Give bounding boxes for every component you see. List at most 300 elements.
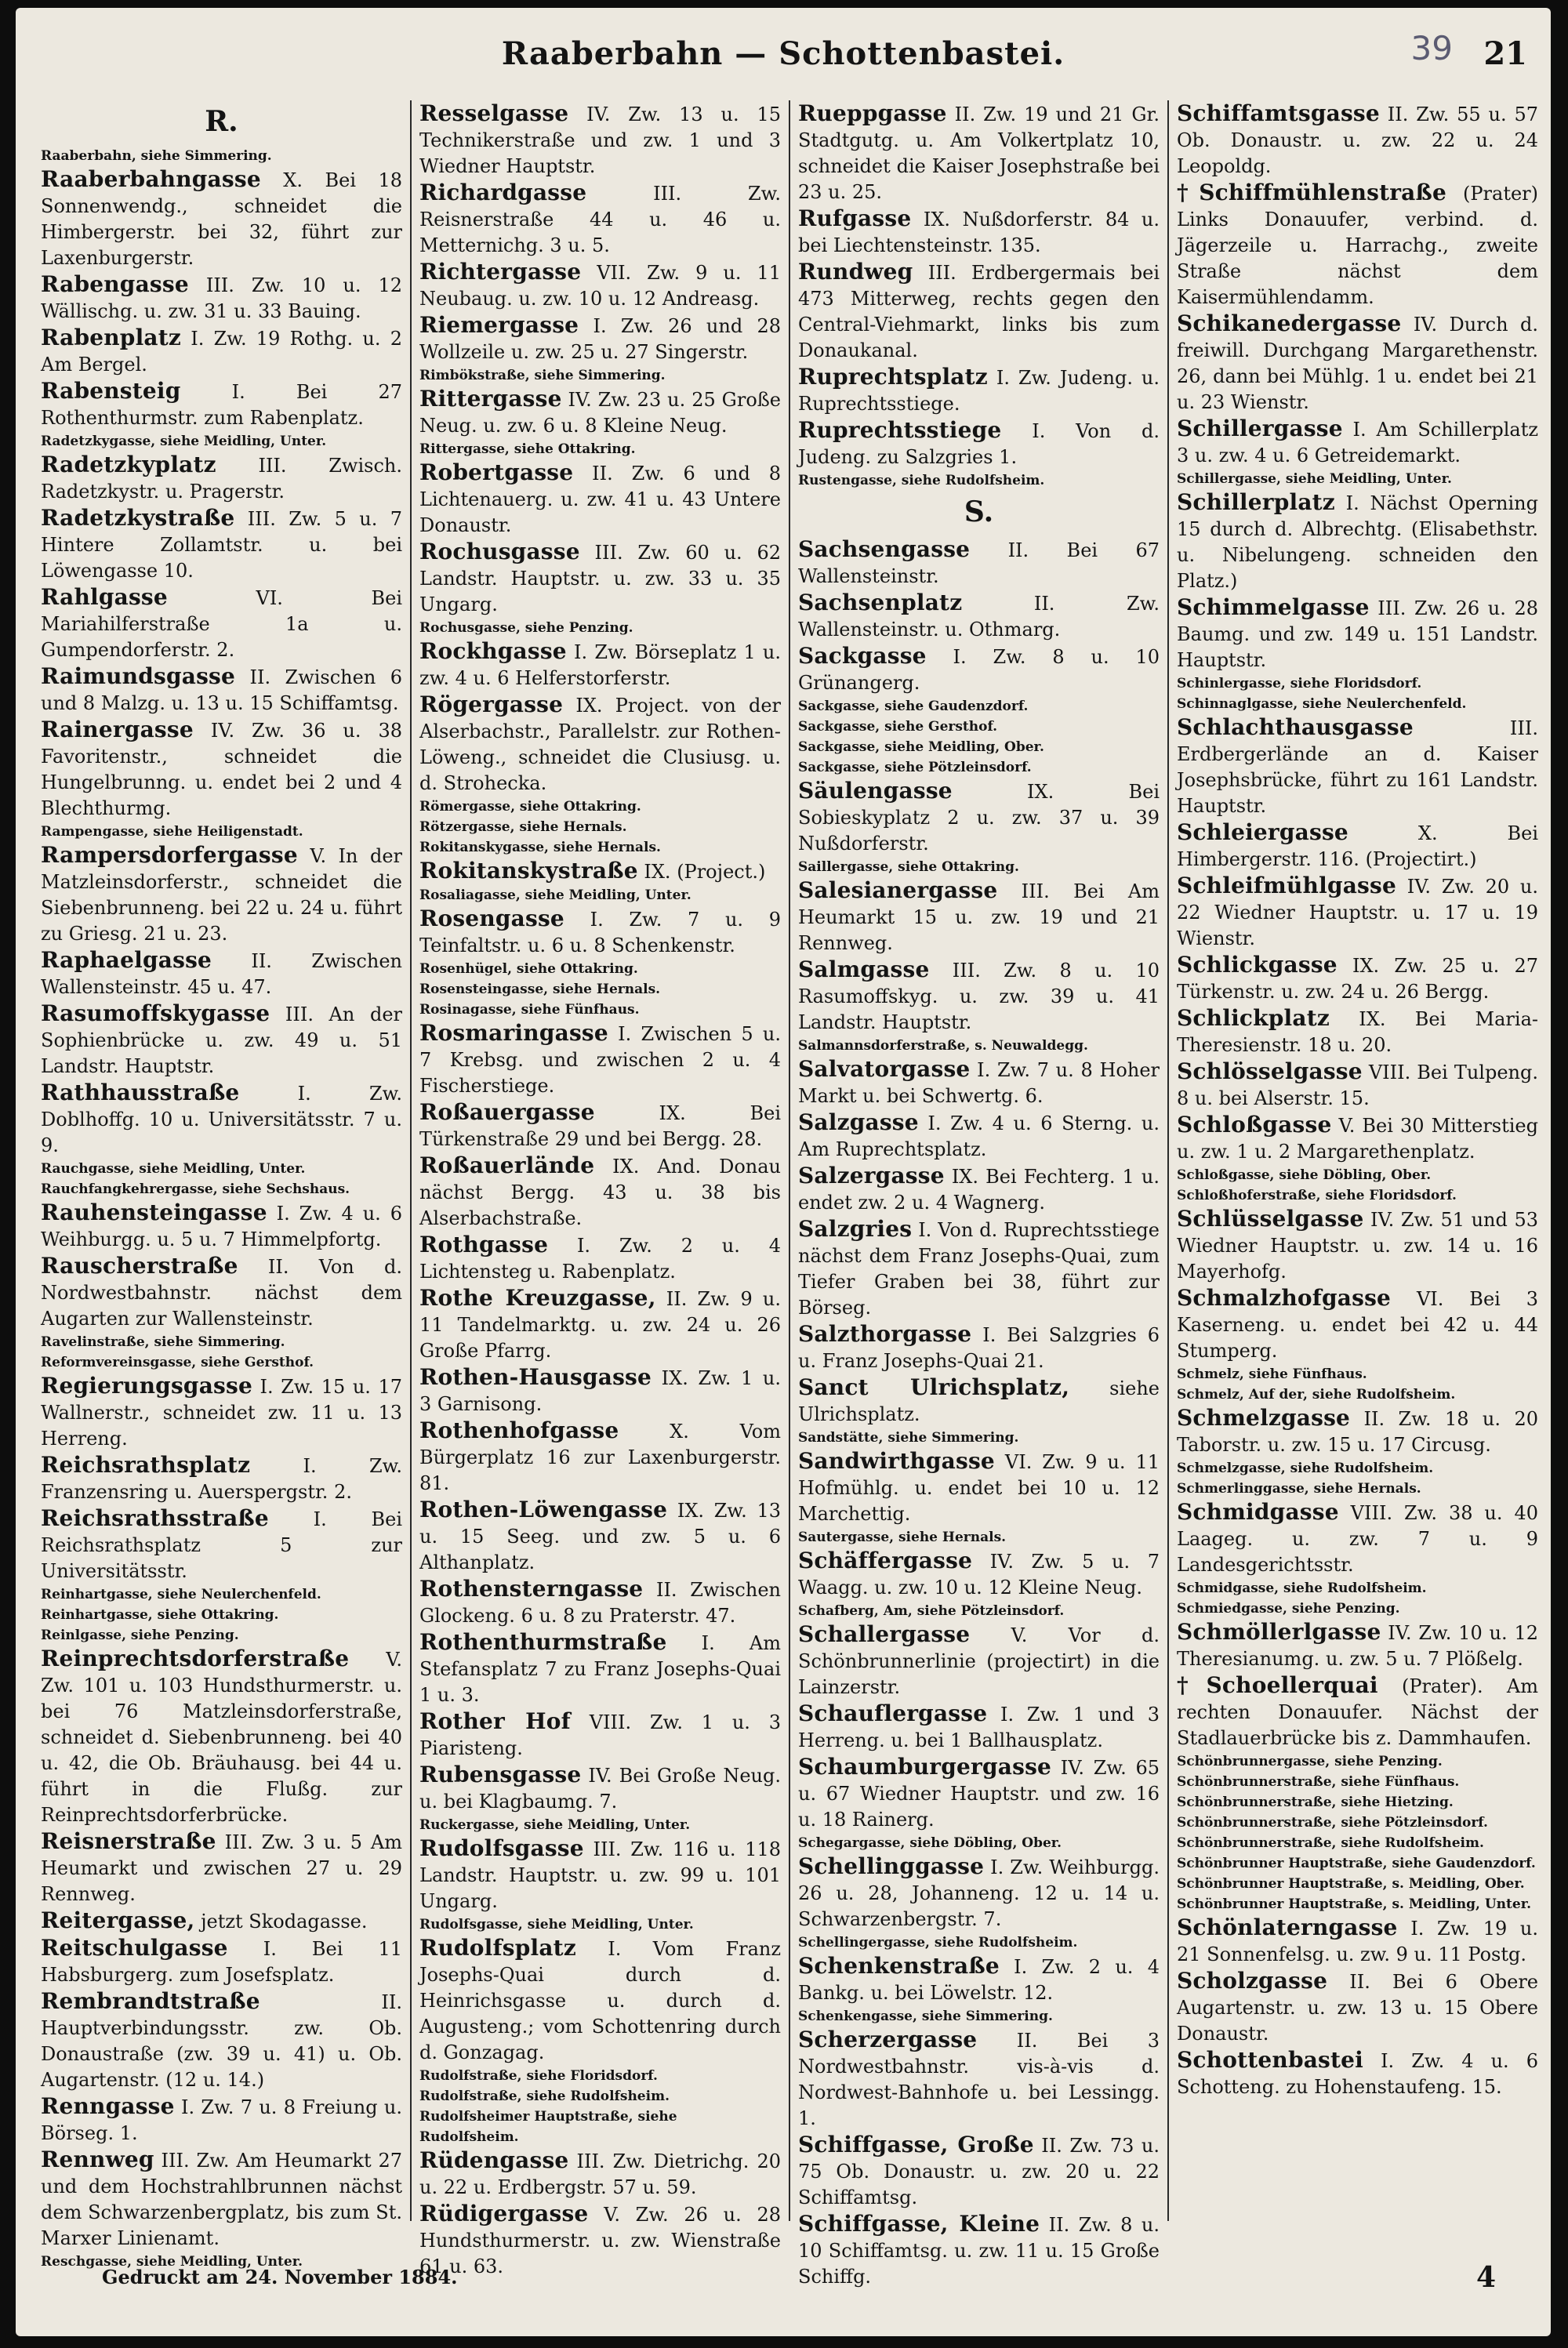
street-name: Rosaliagasse, [419, 887, 521, 903]
street-name: Schillergasse [1177, 416, 1343, 441]
cross-reference-entry [798, 717, 1160, 737]
street-name: Sautergasse, [798, 1530, 895, 1545]
street-description: siehe Ottakring. [152, 1607, 279, 1623]
cross-reference-entry [798, 470, 1160, 491]
cross-reference-entry [798, 1036, 1160, 1056]
street-name: Rothe Kreuzgasse, [419, 1285, 656, 1311]
street-description: siehe Rudolfsheim. [419, 2109, 677, 2145]
street-description: siehe Meidling, Ober. [880, 739, 1044, 755]
street-description: III. Zw. Am Heumarkt 27 und dem Hochstrahlbrunnen nächst dem Schwarzenbergplatz, bis zum St. Marxer Linienamt. [41, 2150, 402, 2249]
cross-reference-entry [1177, 1833, 1538, 1853]
street-name: Sanct Ulrichsplatz, [798, 1374, 1070, 1400]
street-entry [419, 1935, 781, 2066]
cross-reference-entry [41, 822, 402, 842]
street-entry [41, 663, 402, 717]
cross-reference-entry [1177, 1384, 1538, 1405]
cross-reference-entry [41, 1159, 402, 1179]
street-name: Scherzergasse [798, 2027, 978, 2052]
street-entry [798, 1056, 1160, 1109]
street-name: Schiffamtsgasse [1177, 100, 1380, 126]
street-description: siehe Meidling, Unter. [132, 2254, 303, 2270]
street-entry [41, 2147, 402, 2252]
street-name: Rokitanskygasse, [419, 840, 549, 855]
street-entry [419, 1152, 781, 1232]
street-entry [419, 259, 781, 312]
street-entry [419, 638, 781, 691]
cross-reference-entry [419, 1000, 781, 1020]
street-description: II. Zw. 73 u. 75 Ob. Donaustr. u. zw. 20 u. 22 Schiffamtsg. [798, 2135, 1160, 2208]
street-name: Salesianergasse [798, 877, 998, 903]
street-name: Rudolfsgasse [419, 1835, 584, 1861]
cross-reference-entry [1177, 469, 1538, 489]
street-description: III. Zw. 3 u. 5 Am Heumarkt und zwischen 27 u. 29 Rennweg. [41, 1831, 402, 1905]
street-name: Schönbrunnergasse, [1177, 1754, 1330, 1769]
street-description: IX. Bei Türkenstraße 29 und bei Bergg. 28. [419, 1102, 781, 1150]
street-name: Rokitanskystraße [419, 858, 638, 884]
street-description: III. Zwisch. Radetzkystr. u. Pragerstr. [41, 455, 402, 503]
street-name: Schleifmühlgasse [1177, 873, 1397, 898]
street-name: Rahlgasse [41, 584, 168, 610]
cross-reference-entry [798, 1527, 1160, 1548]
street-description: I. Bei Salzgries 6 u. Franz Josephs-Quai 21. [798, 1324, 1160, 1372]
street-description: VI. Bei Mariahilferstraße 1a u. Gumpendorferstr. 2. [41, 587, 402, 661]
street-entry [798, 2132, 1160, 2211]
cross-reference-entry [798, 757, 1160, 778]
street-name: Rothen-Hausgasse [419, 1364, 652, 1390]
street-name: Rabensteig [41, 378, 181, 404]
street-entry [798, 1621, 1160, 1700]
street-name: Raaberbahn, [41, 148, 136, 164]
street-description: IV. Zw. 10 u. 12 Theresianumg. u. zw. 5 u. 7 Plößelg. [1177, 1622, 1538, 1670]
cross-reference-entry [1177, 1479, 1538, 1499]
street-name: Rosengasse [419, 905, 564, 931]
cross-reference-entry [41, 1179, 402, 1199]
cross-reference-entry [798, 2006, 1160, 2027]
street-entry [1177, 1968, 1538, 2047]
cross-reference-entry [1177, 1853, 1538, 1874]
street-description: siehe Ottakring. [512, 961, 638, 977]
street-entry [798, 1163, 1160, 1216]
street-description: III. Zw. 60 u. 62 Landstr. Hauptstr. u. zw. 33 u. 35 Ungarg. [419, 542, 781, 615]
street-name: Sackgasse [798, 643, 927, 669]
street-entry [419, 1835, 781, 1914]
street-description: II. Zw. 6 und 8 Lichtenauerg. u. zw. 41 u. 43 Untere Donaustr. [419, 463, 781, 536]
street-entry [41, 1505, 402, 1584]
street-description: s. Meidling, Ober. [1387, 1876, 1525, 1892]
street-description: I. Zw. 7 u. 8 Freiung u. Börseg. 1. [41, 2096, 402, 2144]
street-name: Schallergasse [798, 1621, 971, 1647]
print-date-note: Gedruckt am 24. November 1884. [102, 2266, 458, 2288]
street-entry [419, 905, 781, 959]
street-description: siehe Fünfhaus. [516, 1002, 640, 1018]
street-description: siehe Hernals. [548, 840, 661, 855]
street-entry [41, 1080, 402, 1159]
street-entry [419, 1020, 781, 1099]
street-name: Rittergasse [419, 386, 562, 412]
street-name: Schäffergasse [798, 1548, 973, 1573]
street-entry [798, 956, 1160, 1036]
street-description: III. Zw. 8 u. 10 Rasumoffskyg. u. zw. 39 u. 41 Landstr. Hauptstr. [798, 960, 1160, 1033]
street-description: I. Am Stefansplatz 7 zu Franz Josephs-Quai 1 u. 3. [419, 1632, 781, 1706]
street-description: II. Hauptverbindungsstr. zw. Ob. Donaustraße (zw. 39 u. 41) u. Ob. Augartenstr. (12 u. 14.) [41, 1991, 402, 2091]
street-description: siehe Simmering. [136, 148, 272, 164]
street-name: Rauchfangkehrergasse, [41, 1181, 218, 1197]
cross-reference-entry [41, 1352, 402, 1373]
street-description: siehe Ottakring. [893, 859, 1019, 875]
street-name: Rosmaringasse [419, 1020, 608, 1046]
street-description: siehe Pötzleinsdorf. [1336, 1815, 1488, 1831]
street-description: I. Zw. 4 u. 6 Sterng. u. Am Ruprechtsplatz. [798, 1112, 1160, 1160]
street-name: Reformvereinsgasse, [41, 1355, 197, 1370]
street-description: IX. Zw. 25 u. 27 Türkenstr. u. zw. 24 u. 26 Bergg. [1177, 955, 1538, 1003]
page-header [39, 29, 1527, 82]
street-description: siehe Penzing. [126, 1628, 239, 1643]
street-name: Ruckergasse, [419, 1817, 520, 1833]
cross-reference-entry [798, 737, 1160, 757]
street-entry [1177, 1914, 1538, 1968]
street-description: III. Erdbergerlände an d. Kaiser Josephsbrücke, führt zu 161 Landstr. Hauptstr. [1177, 717, 1538, 817]
cross-reference-entry [1177, 694, 1538, 714]
street-name: Rasumoffskygasse [41, 1000, 270, 1026]
street-description: IV. Zw. 36 u. 38 Favoritenstr., schneidet die Hungelbrunng. u. endet bei 2 und 4 Blechthurmg. [41, 720, 402, 819]
street-entry [1177, 1619, 1538, 1672]
street-description: IV. Zw. 5 u. 7 Waagg. u. zw. 10 u. 12 Kleine Neug. [798, 1551, 1160, 1599]
cross-reference-entry [798, 1601, 1160, 1621]
street-description: V. Zw. 101 u. 103 Hundsthurmerstr. u. bei 76 Matzleinsdorferstraße, schneidet d. Siebenbrunneng. bei 40 u. 42, die Ob. Bräuhausg. bei 44 u. führt in die Flußg. zur Reinprechtsdorferbrücke. [41, 1649, 402, 1826]
street-description: IV. Zw. 13 u. 15 Technikerstraße und zw. 1 und 3 Wiedner Hauptstr. [419, 103, 781, 177]
street-description: s. Meidling, Unter. [1387, 1896, 1532, 1912]
street-name: Saillergasse, [798, 859, 894, 875]
street-name: Schillerplatz [1177, 489, 1335, 515]
street-description: siehe Pötzleinsdorf. [880, 760, 1032, 775]
cross-reference-entry [1177, 1364, 1538, 1384]
cross-reference-entry [798, 1932, 1160, 1953]
street-description: siehe Meidling, Unter. [519, 1817, 691, 1833]
street-name: Raaberbahngasse [41, 166, 261, 192]
street-description: II. Zwischen 6 und 8 Malzg. u. 13 u. 15 Schiffamtsg. [41, 666, 402, 714]
section-letter: S. [964, 495, 994, 528]
street-description: III. Zw. Reisnerstraße 44 u. 46 u. Metternichg. 3 u. 5. [419, 183, 781, 256]
cross-reference-entry [419, 2107, 781, 2147]
street-description: III. Zw. 10 u. 12 Wällischg. u. zw. 31 u. 33 Bauing. [41, 274, 402, 322]
street-entry [798, 1109, 1160, 1163]
street-name: Schinlergasse, [1177, 676, 1286, 691]
street-name: Sackgasse, [798, 699, 880, 714]
street-name: Rueppgasse [798, 100, 947, 126]
street-description: IX. Bei Fechterg. 1 u. endet zw. 2 u. 4 Wagnerg. [798, 1166, 1160, 1214]
street-description: I. Nächst Operning 15 durch d. Albrechtg. (Elisabethstr. u. Nibelungeng. schneiden den Platz.) [1177, 492, 1538, 592]
street-name: Schönbrunnerstraße, [1177, 1774, 1337, 1790]
street-name: Rundweg [798, 259, 913, 285]
cross-reference-entry [419, 439, 781, 459]
street-name: Rothenhofgasse [419, 1417, 619, 1443]
street-name: Reitergasse, [41, 1907, 195, 1933]
street-description: III. Zw. 5 u. 7 Hintere Zollamtstr. u. bei Löwengasse 10. [41, 508, 402, 582]
street-description: I. Am Schillerplatz 3 u. zw. 4 u. 6 Getreidemarkt. [1177, 419, 1538, 466]
street-name: Reinprechtsdorferstraße [41, 1646, 350, 1671]
street-description: siehe Hernals. [514, 819, 627, 835]
street-description: siehe Meidling, Unter. [522, 1917, 694, 1932]
street-name: Schegargasse, [798, 1835, 906, 1851]
street-name: Rauscherstraße [41, 1253, 238, 1279]
street-entry [1177, 594, 1538, 673]
street-entry [798, 536, 1160, 590]
street-name: Schmöllerlgasse [1177, 1619, 1381, 1645]
street-name: Rathhausstraße [41, 1080, 240, 1105]
cross-reference-entry [798, 1833, 1160, 1853]
street-description: I. Zw. Doblhoffg. 10 u. Universitätsstr. 7 u. 9. [41, 1083, 402, 1156]
street-description: (Prater) Links Donauufer, verbind. d. Jägerzeile u. Harrachg., zweite Straße nächst dem Kaisermühlendamm. [1177, 183, 1538, 308]
cross-reference-entry [41, 431, 402, 452]
street-name: Säulengasse [798, 778, 953, 804]
street-description: I. Zw. 15 u. 17 Wallnerstr., schneidet zw. 11 u. 13 Herreng. [41, 1376, 402, 1450]
street-name: Richtergasse [419, 259, 582, 285]
street-description: siehe Ottakring. [515, 799, 641, 815]
street-entry [41, 1000, 402, 1080]
street-name: Römergasse, [419, 799, 516, 815]
street-entry [798, 1448, 1160, 1527]
street-description: I. Zw. Franzensring u. Auerspergstr. 2. [41, 1455, 402, 1503]
street-description: siehe Hernals. [548, 982, 661, 997]
street-description: X. Bei Himbergerstr. 116. (Projectirt.) [1177, 822, 1538, 870]
column-4 [1167, 100, 1546, 2221]
street-description: siehe Floridsdorf. [1320, 1188, 1457, 1203]
street-description: IX. And. Donau nächst Bergg. 43 u. 38 bis Alserbachstraße. [419, 1156, 781, 1229]
street-entry [41, 1828, 402, 1907]
street-description: IX. Project. von der Alserbachstr., Parallelstr. zur Rothen-Löweng., schneidet die Clusiusg. u. d. Strohecka. [419, 695, 781, 794]
street-entry [419, 2147, 781, 2201]
street-description: siehe Rudolfsheim. [1279, 1580, 1427, 1596]
street-description: siehe Rudolfsheim. [1336, 1835, 1484, 1851]
street-description: siehe Meidling, Unter. [134, 1161, 306, 1177]
street-name: Schlickgasse [1177, 952, 1338, 978]
street-name: Schönbrunnerstraße, [1177, 1835, 1337, 1851]
street-entry [798, 1853, 1160, 1932]
cross-reference-entry [798, 696, 1160, 717]
cross-reference-entry [419, 837, 781, 858]
street-entry [419, 312, 781, 365]
street-name: Rudolfsplatz [419, 1935, 576, 1961]
street-entry [798, 643, 1160, 696]
street-entry [1177, 1285, 1538, 1364]
street-description: II. Zw. 19 und 21 Gr. Stadtgutg. u. Am Volkertplatz 10, schneidet die Kaiser Josephstraße bei 23 u. 25. [798, 103, 1160, 203]
cross-reference-entry [419, 817, 781, 837]
street-description: siehe Meidling, Unter. [1280, 471, 1452, 487]
street-description: (Prater). Am rechten Donauufer. Nächst der Stadlauerbrücke bis z. Dammhaufen. [1177, 1675, 1538, 1749]
street-name: Raphaelgasse [41, 947, 212, 973]
street-name: Rüdigergasse [419, 2201, 589, 2226]
street-name: Rosensteingasse, [419, 982, 549, 997]
street-name: Rudolfstraße, [419, 2089, 522, 2104]
street-name: Reitschulgasse [41, 1935, 228, 1961]
street-name: Schleiergasse [1177, 819, 1348, 845]
street-name: Sachsenplatz [798, 590, 963, 615]
cross-reference-entry [419, 618, 781, 638]
street-description: siehe Gaudenzdorf. [1387, 1856, 1536, 1871]
street-description: siehe Hernals. [1308, 1481, 1421, 1497]
street-entry [41, 166, 402, 271]
street-description: II. Zw. 8 u. 10 Schiffamtsg. u. zw. 11 u. 15 Große Schiffg. [798, 2214, 1160, 2288]
street-name: Sandwirthgasse [798, 1448, 995, 1474]
street-entry [419, 1629, 781, 1708]
street-description: I. Zw. Weihburgg. 26 u. 28, Johanneng. 12 u. 14 u. Schwarzenbergstr. 7. [798, 1856, 1160, 1930]
street-name: Rochusgasse, [419, 620, 521, 636]
street-description: siehe Sechshaus. [217, 1181, 350, 1197]
street-name: Schönbrunnerstraße, [1177, 1815, 1337, 1831]
street-name: Renngasse [41, 2093, 175, 2119]
street-name: Schmidgasse, [1177, 1580, 1279, 1596]
street-description: siehe Ottakring. [509, 441, 636, 457]
street-description: II. Bei 67 Wallensteinstr. [798, 539, 1160, 587]
street-name: Reisnerstraße [41, 1828, 216, 1854]
street-description: II. Zw. 9 u. 11 Tandelmarktg. u. zw. 24 u. 26 Große Pfarrg. [419, 1288, 782, 1362]
street-description: IX. Nußdorferstr. 84 u. bei Liechtensteinstr. 135. [798, 209, 1160, 256]
street-entry [419, 1708, 781, 1762]
street-description: IV. Zw. 65 u. 67 Wiedner Hauptstr. und zw. 16 u. 18 Rainerg. [798, 1757, 1160, 1831]
street-description: IV. Bei Große Neug. u. bei Klagbaumg. 7. [419, 1765, 781, 1813]
street-description: V. Vor d. Schönbrunnerlinie (projectirt) in die Lainzerstr. [798, 1624, 1160, 1698]
street-entry [798, 259, 1160, 364]
street-name: Rötzergasse, [419, 819, 515, 835]
street-name: Rauhensteingasse [41, 1199, 267, 1225]
street-name: Schmalzhofgasse [1177, 1285, 1392, 1311]
street-description: siehe Neulerchenfeld. [1298, 696, 1467, 712]
street-entry [798, 778, 1160, 857]
street-name: Rosenhügel, [419, 961, 513, 977]
cross-reference-entry [1177, 1185, 1538, 1206]
street-entry [419, 1364, 781, 1417]
street-description: II. Zwischen Wallensteinstr. 45 u. 47. [41, 950, 402, 998]
street-entry [41, 584, 402, 663]
cross-reference-entry [419, 1914, 781, 1935]
street-name: Salmannsdorferstraße, [798, 1038, 971, 1054]
street-name: Rothen-Löwengasse [419, 1497, 668, 1522]
street-name: Reschgasse, [41, 2254, 132, 2270]
street-entry [41, 947, 402, 1000]
street-name: Schönbrunner Hauptstraße, [1177, 1896, 1388, 1912]
cross-reference-entry [1177, 1772, 1538, 1792]
street-description: I. Vom Franz Josephs-Quai durch d. Heinrichsgasse u. durch d. Augusteng.; vom Schottenring durch d. Gonzagag. [419, 1938, 781, 2063]
street-name: Schlösselgasse [1177, 1058, 1363, 1084]
street-description: siehe Rudolfsheim. [896, 473, 1045, 488]
street-description: II. Von d. Nordwestbahnstr. nächst dem Augarten zur Wallensteinstr. [41, 1256, 402, 1330]
street-entry [41, 505, 402, 584]
street-entry [41, 1452, 402, 1505]
street-name: Salzthorgasse [798, 1321, 972, 1347]
street-description: VII. Zw. 9 u. 11 Neubaug. u. zw. 10 u. 12 Andreasg. [419, 262, 781, 310]
street-name: Rothgasse [419, 1232, 549, 1257]
street-name: Schmerlinggasse, [1177, 1481, 1309, 1497]
street-name: Rainergasse [41, 717, 194, 742]
street-name: Rüdengasse [419, 2147, 569, 2173]
street-description: I. Zw. 19 Rothg. u. 2 Am Bergel. [41, 328, 402, 376]
street-entry [41, 1935, 402, 1988]
street-entry [419, 1417, 781, 1497]
cross-reference-entry [419, 1815, 781, 1835]
street-entry [419, 386, 781, 439]
street-name: Sandstätte, [798, 1430, 884, 1446]
street-name: Rudolfsgasse, [419, 1917, 523, 1932]
cross-reference-entry [1177, 1599, 1538, 1619]
street-name: Schenkengasse, [798, 2009, 917, 2024]
street-name: Schloßhoferstraße, [1177, 1188, 1321, 1203]
street-entry [41, 1646, 402, 1828]
cross-reference-entry [419, 885, 781, 905]
cross-reference-entry [41, 1332, 402, 1352]
street-name: Schellingergasse, [798, 1935, 930, 1951]
cross-reference-entry [1177, 1813, 1538, 1833]
cross-reference-entry [41, 1625, 402, 1646]
street-description: V. Bei 30 Mitterstieg u. zw. 1 u. 2 Margarethenplatz. [1177, 1115, 1538, 1163]
street-name: Radetzkyplatz [41, 452, 216, 477]
street-name: Resselgasse [419, 100, 569, 126]
street-description: IV. Zw. 20 u. 22 Wiedner Hauptstr. u. 17 u. 19 Wienstr. [1177, 876, 1538, 949]
street-description: siehe Penzing. [1287, 1601, 1400, 1617]
street-entry [1177, 1672, 1538, 1751]
street-name: Rabenplatz [41, 325, 181, 350]
street-description: I. Zw. 7 u. 9 Teinfaltstr. u. 6 u. 8 Schenkenstr. [419, 909, 781, 956]
street-name: Roßauergasse [419, 1099, 595, 1125]
street-description: II. Zwischen Glockeng. 6 u. 8 zu Praterstr. 47. [419, 1579, 781, 1627]
cross-reference-entry [1177, 1751, 1538, 1772]
street-name: Schottenbastei [1177, 2047, 1364, 2073]
street-description: I. Zw. 2 u. 4 Bankg. u. bei Löwelstr. 12. [798, 1956, 1160, 2004]
cross-reference-entry [419, 979, 781, 1000]
street-entry [798, 364, 1160, 417]
street-name: Rosinagasse, [419, 1002, 517, 1018]
street-name: Schiffgasse, Kleine [798, 2211, 1040, 2237]
street-name: Rother Hof [419, 1708, 571, 1734]
cross-reference-entry [1177, 1792, 1538, 1813]
street-description: II. Bei 6 Obere Augartenstr. u. zw. 13 u. 15 Obere Donaustr. [1177, 1971, 1538, 2045]
street-entry [419, 1497, 781, 1576]
street-name: Scholzgasse [1177, 1968, 1328, 1994]
street-name: Schmelz, [1177, 1366, 1244, 1382]
street-name: Rockhgasse [419, 638, 567, 664]
street-description: I. Zw. 19 u. 21 Sonnenfelsg. u. zw. 9 u. 11 Postg. [1177, 1918, 1538, 1965]
street-entry [419, 691, 781, 797]
street-name: Rochusgasse [419, 539, 580, 564]
street-name: Reichsrathsplatz [41, 1452, 251, 1478]
street-name: Schönbrunner Hauptstraße, [1177, 1856, 1388, 1871]
street-name: Roßauerlände [419, 1152, 595, 1178]
street-name: Schmelzgasse [1177, 1405, 1351, 1431]
street-name: Rennweg [41, 2147, 154, 2172]
street-description: VIII. Zw. 38 u. 40 Laageg. u. zw. 7 u. 9 Landesgerichtsstr. [1177, 1502, 1538, 1576]
street-description: I. Von d. Ruprechtsstiege nächst dem Franz Josephs-Quai, zum Tiefer Graben bei 38, führt zur Börseg. [798, 1219, 1160, 1319]
street-entry [798, 1321, 1160, 1374]
street-description: III. Zw. 116 u. 118 Landstr. Hauptstr. u. zw. 99 u. 101 Ungarg. [419, 1838, 781, 1912]
street-description: I. Zw. 26 und 28 Wollzeile u. zw. 25 u. 27 Singerstr. [419, 315, 781, 363]
street-description: VI. Zw. 9 u. 11 Hofmühlg. u. endet bei 10 u. 12 Marchettig. [798, 1451, 1160, 1525]
street-description: siehe Döbling, Ober. [905, 1835, 1062, 1851]
street-name: Reinhartgasse, [41, 1587, 153, 1602]
street-entry [41, 1373, 402, 1452]
directory-page [16, 8, 1551, 2336]
street-description: III. Erdbergermais bei 473 Mitterweg, rechts gegen den Central-Viehmarkt, links bis zum Donaukanal. [798, 262, 1160, 361]
street-name: Schillergasse, [1177, 471, 1281, 487]
street-description: siehe Hernals. [894, 1530, 1007, 1545]
street-name: Ravelinstraße, [41, 1334, 150, 1350]
street-entry [419, 858, 781, 885]
street-description: IX. Bei Maria-Theresienstr. 18 u. 20. [1177, 1008, 1538, 1056]
street-name: Schenkenstraße [798, 1953, 1000, 1979]
street-name: Rögergasse [419, 691, 564, 717]
street-description: IX. Zw. 13 u. 15 Seeg. und zw. 5 u. 6 Althanplatz. [419, 1500, 781, 1573]
street-entry [41, 2093, 402, 2147]
street-entry [1177, 489, 1538, 594]
street-description: siehe Rudolfsheim. [1307, 1387, 1456, 1403]
